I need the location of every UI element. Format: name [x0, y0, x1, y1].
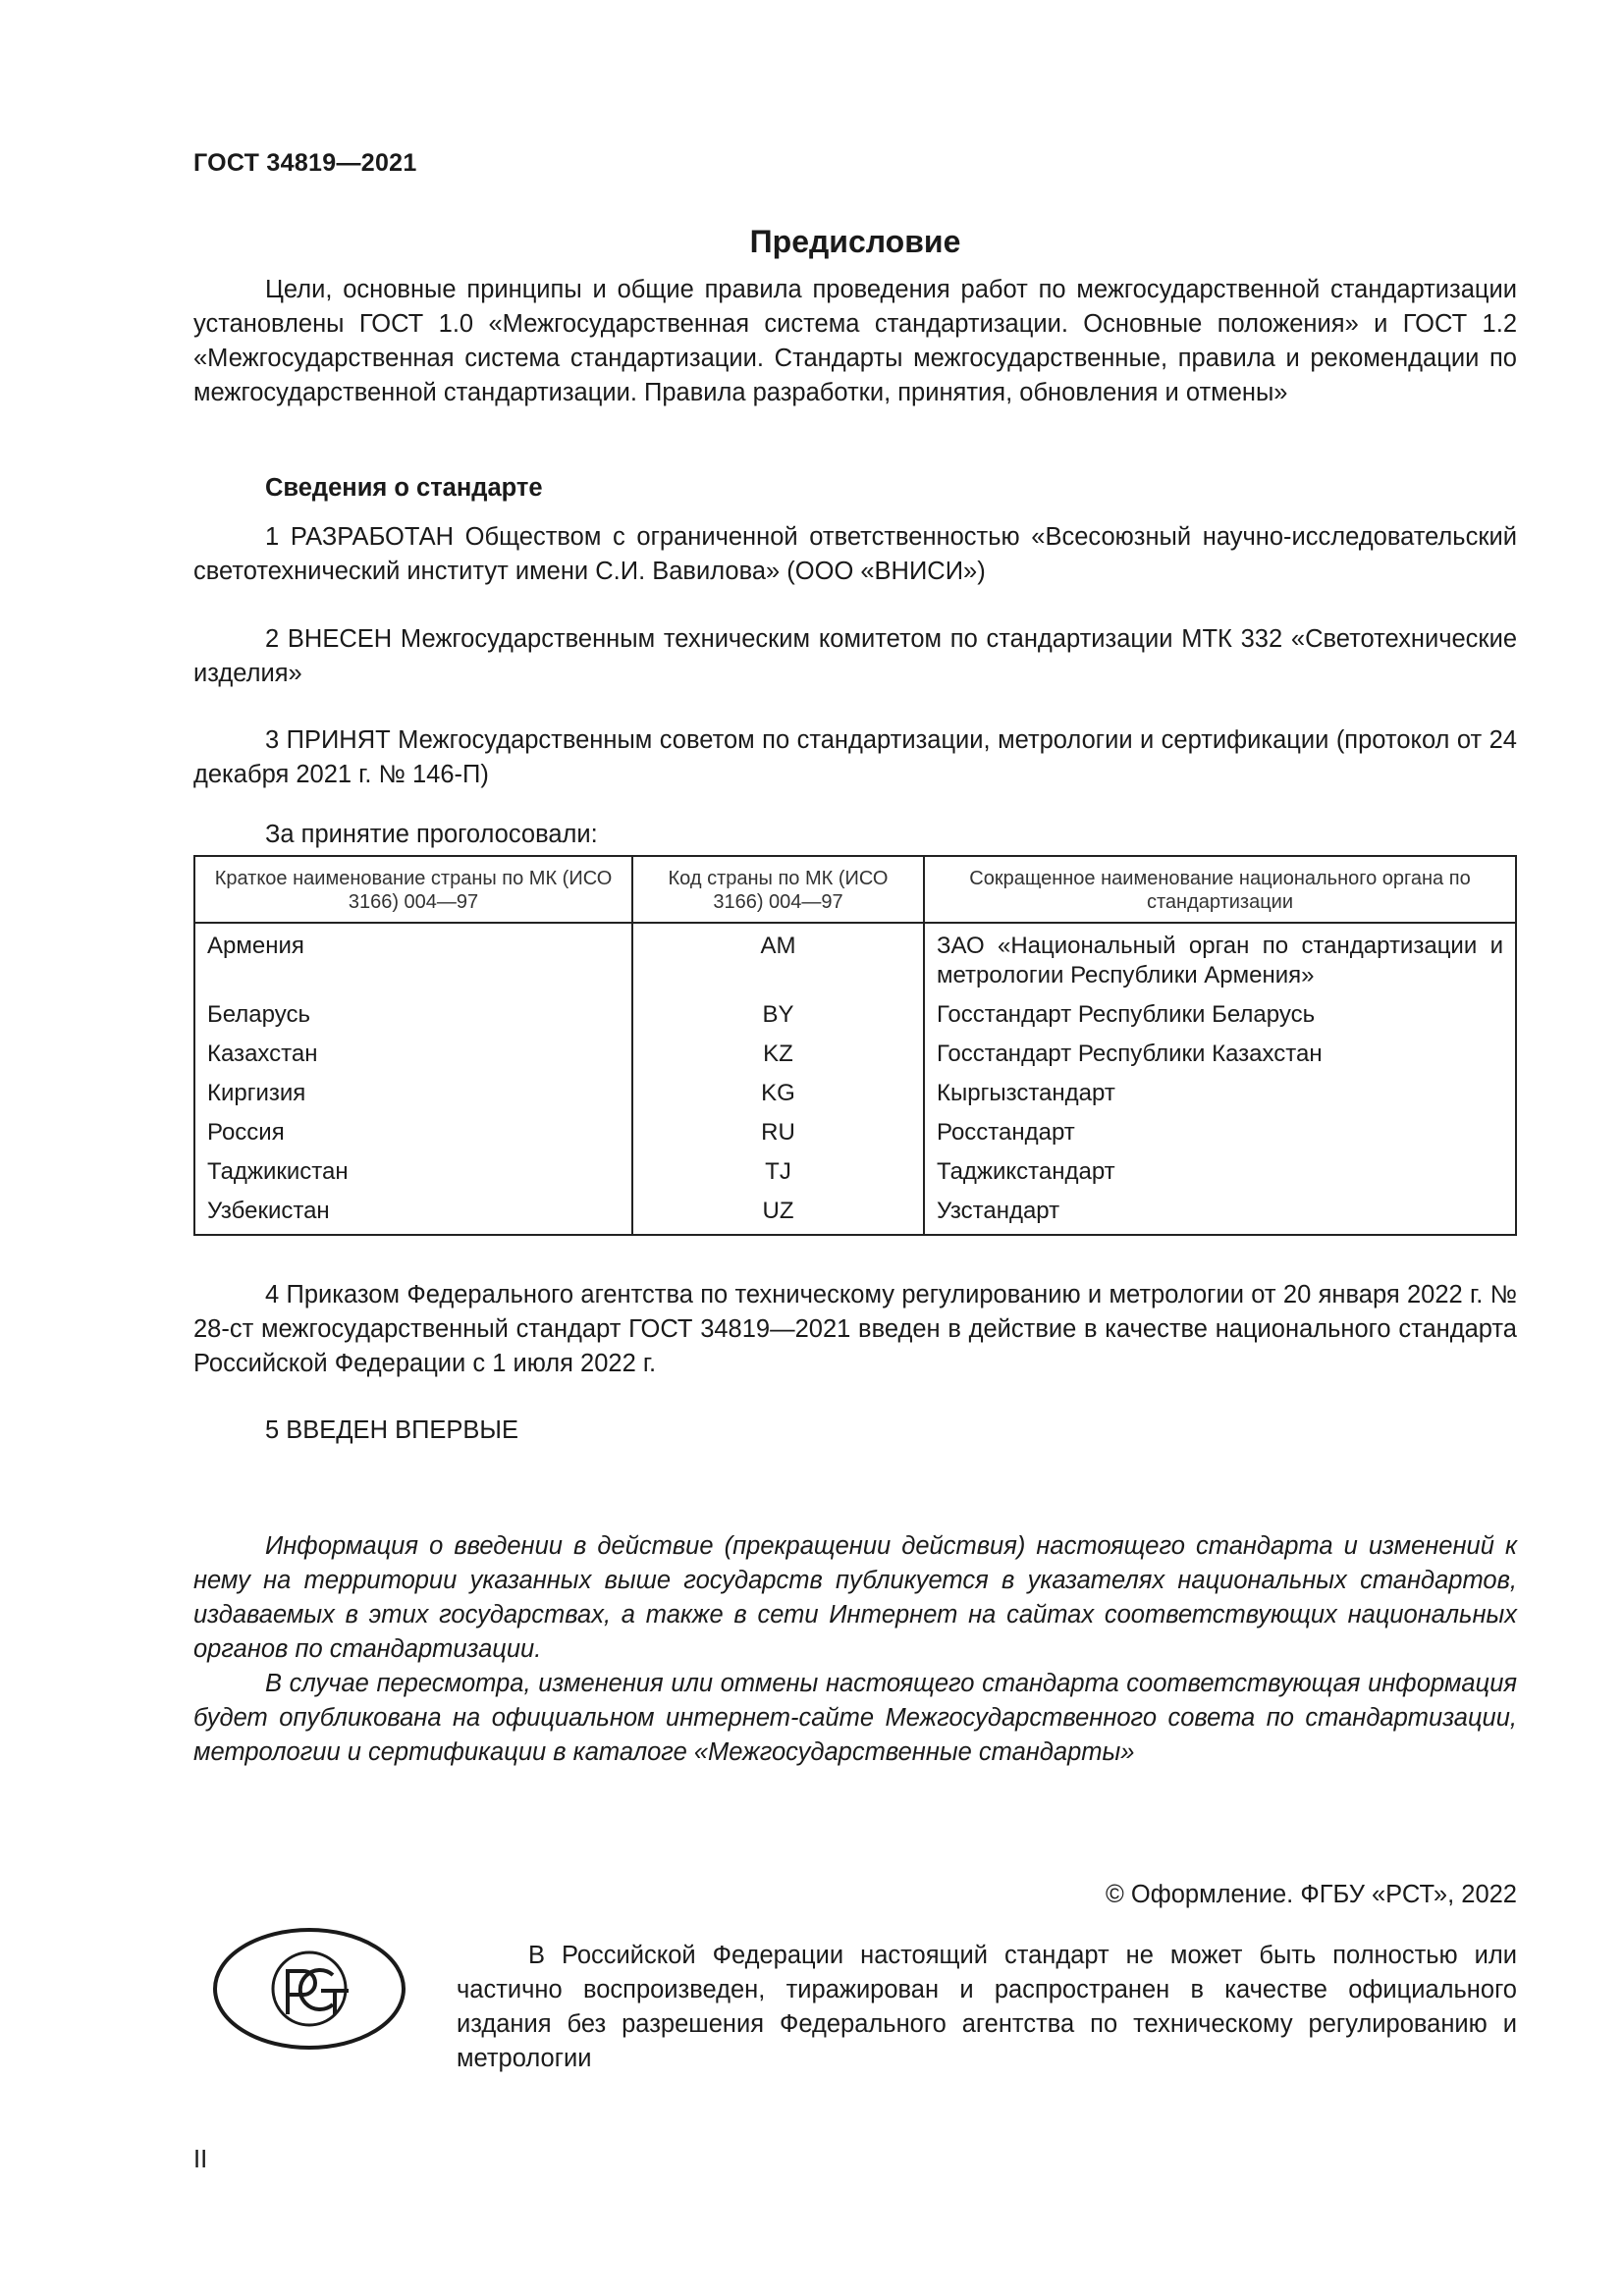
cell-country: Киргизия — [194, 1073, 632, 1112]
section-heading: Сведения о стандарте — [265, 474, 543, 502]
voting-table — [193, 855, 1517, 1236]
cell-org: Госстандарт Республики Беларусь — [924, 994, 1516, 1034]
item-3-block — [193, 723, 1517, 792]
cell-org: Росстандарт — [924, 1112, 1516, 1151]
notice-block — [193, 1529, 1517, 1770]
cell-code: AM — [632, 923, 924, 994]
item-2: 2 ВНЕСЕН Межгосударственным техническим комитетом по стандартизации МТК 332 «Светотехнические изделия» — [193, 625, 1517, 687]
item-1: 1 РАЗРАБОТАН Обществом с ограниченной ответственностью «Всесоюзный научно-исследовательский светотехнический институт имени С.И. Вавилова» (ООО «ВНИСИ») — [193, 523, 1517, 585]
cell-code: TJ — [632, 1151, 924, 1191]
cell-country: Казахстан — [194, 1034, 632, 1073]
table-row — [194, 1073, 1516, 1112]
intro-paragraph-block — [193, 273, 1517, 410]
document-code: ГОСТ 34819—2021 — [193, 149, 417, 177]
page-title: Предисловие — [749, 224, 961, 259]
rights-block — [457, 1939, 1517, 2076]
notice-paragraph-1: Информация о введении в действие (прекращении действия) настоящего стандарта и изменений к нему на территории указанных выше государств публикуется в указателях национальных стандартов, издаваемых в этих государствах, а также в сети Интернет на сайтах соответствующих национальных органов по стандартизации. — [193, 1532, 1517, 1663]
item-5: 5 ВВЕДЕН ВПЕРВЫЕ — [265, 1416, 519, 1444]
rst-logo-icon — [211, 1926, 407, 2052]
notice-paragraph-2: В случае пересмотра, изменения или отмены настоящего стандарта соответствующая информация будет опубликована на официальном интернет-сайте Межгосударственного совета по стандартизации, метрологии и сертификации в каталоге «Межгосударственные стандарты» — [193, 1670, 1517, 1766]
cell-country: Армения — [194, 923, 632, 994]
cell-code: RU — [632, 1112, 924, 1151]
cell-country: Таджикистан — [194, 1151, 632, 1191]
table-row — [194, 1151, 1516, 1191]
cell-code: UZ — [632, 1191, 924, 1235]
cell-org: ЗАО «Национальный орган по стандартизации и метрологии Республики Армения» — [924, 923, 1516, 994]
cell-code: BY — [632, 994, 924, 1034]
table-header-row — [194, 856, 1516, 923]
item-4-block — [193, 1278, 1517, 1381]
header-code: Код страны по МК (ИСО 3166) 004—97 — [632, 856, 924, 923]
item-2-block — [193, 622, 1517, 691]
cell-country: Россия — [194, 1112, 632, 1151]
table-row — [194, 923, 1516, 994]
cell-org: Госстандарт Республики Казахстан — [924, 1034, 1516, 1073]
cell-code: KG — [632, 1073, 924, 1112]
item-3: 3 ПРИНЯТ Межгосударственным советом по стандартизации, метрологии и сертификации (протокол от 24 декабря 2021 г. № 146-П) — [193, 726, 1517, 788]
item-5-block — [193, 1414, 1517, 1448]
header-org: Сокращенное наименование национального органа по стандартизации — [924, 856, 1516, 923]
table-row — [194, 994, 1516, 1034]
copyright-line: © Оформление. ФГБУ «РСТ», 2022 — [1106, 1881, 1517, 1908]
page-number: II — [193, 2146, 208, 2173]
header-country: Краткое наименование страны по МК (ИСО 3166) 004—97 — [194, 856, 632, 923]
voted-caption: За принятие проголосовали: — [265, 821, 598, 848]
cell-org: Узстандарт — [924, 1191, 1516, 1235]
table-row — [194, 1112, 1516, 1151]
cell-country: Узбекистан — [194, 1191, 632, 1235]
cell-org: Кыргызстандарт — [924, 1073, 1516, 1112]
item-4: 4 Приказом Федерального агентства по техническому регулированию и метрологии от 20 января 2022 г. № 28-ст межгосударственный стандарт ГОСТ 34819—2021 введен в действие в качестве национального стандарта Российской Федерации с 1 июля 2022 г. — [193, 1281, 1517, 1377]
rights-paragraph: В Российской Федерации настоящий стандарт не может быть полностью или частично воспроизведен, тиражирован и распространен в качестве официального издания без разрешения Федерального агентства по техническому регулированию и метрологии — [457, 1942, 1517, 2072]
item-1-block — [193, 520, 1517, 589]
intro-paragraph: Цели, основные принципы и общие правила проведения работ по межгосударственной стандартизации установлены ГОСТ 1.0 «Межгосударственная система стандартизации. Основные положения» и ГОСТ 1.2 «Межгосударственная система стандартизации. Стандарты межгосударственные, правила и рекомендации по межгосударственной стандартизации. Правила разработки, принятия, обновления и отмены» — [193, 276, 1517, 406]
cell-country: Беларусь — [194, 994, 632, 1034]
table-row — [194, 1191, 1516, 1235]
cell-code: KZ — [632, 1034, 924, 1073]
cell-org: Таджикстандарт — [924, 1151, 1516, 1191]
table-row — [194, 1034, 1516, 1073]
